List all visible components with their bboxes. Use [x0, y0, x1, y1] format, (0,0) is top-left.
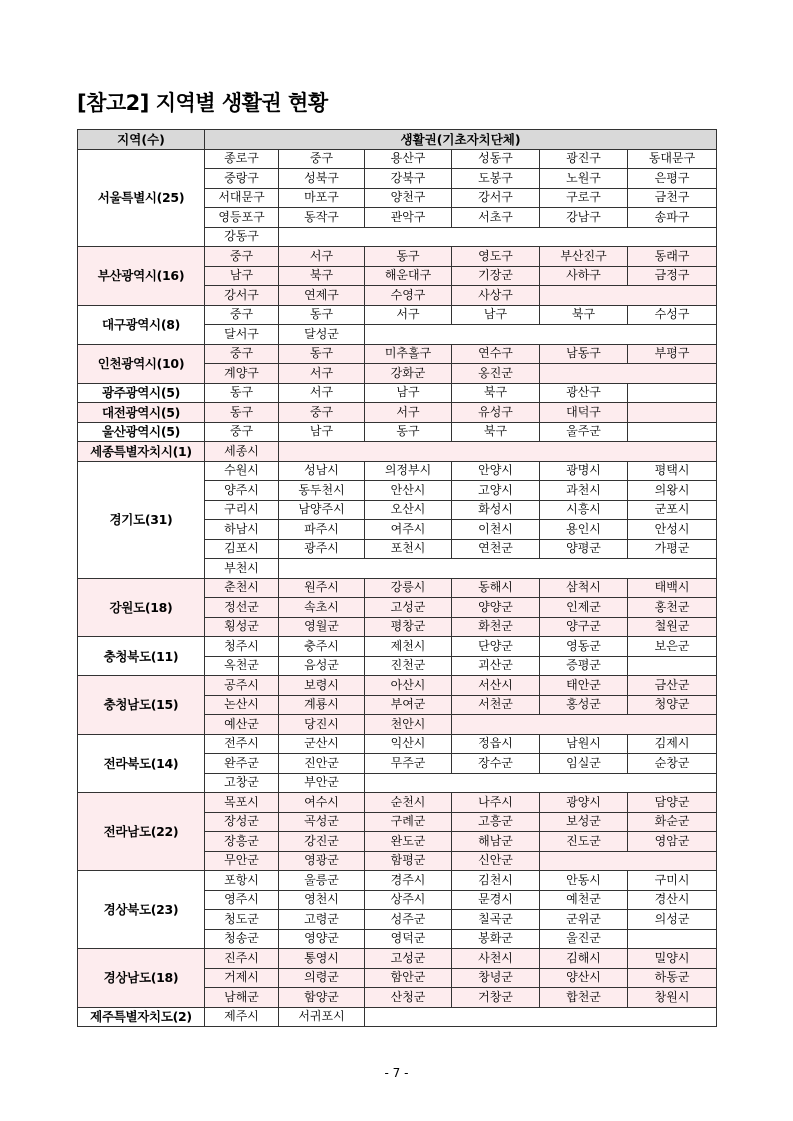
empty-cell — [628, 403, 717, 423]
zone-cell: 남원시 — [540, 734, 628, 754]
zone-cell: 군산시 — [279, 734, 365, 754]
zone-cell: 광양시 — [540, 793, 628, 813]
zone-cell: 문경시 — [452, 890, 540, 910]
table-row — [78, 949, 717, 969]
zone-cell: 충주시 — [279, 637, 365, 657]
zone-cell: 구로구 — [540, 188, 628, 208]
zone-cell: 송파구 — [628, 208, 717, 228]
empty-cell — [279, 227, 717, 247]
zone-cell: 강서구 — [452, 188, 540, 208]
zone-cell: 영월군 — [279, 617, 365, 637]
region-name: 부산광역시(16) — [78, 247, 205, 306]
region-name: 충청북도(11) — [78, 637, 205, 676]
zone-cell: 합천군 — [540, 988, 628, 1008]
zone-cell: 포항시 — [205, 871, 279, 891]
zone-cell: 연제구 — [279, 286, 365, 306]
zone-cell: 정읍시 — [452, 734, 540, 754]
zone-cell: 강동구 — [205, 227, 279, 247]
zone-cell: 청도군 — [205, 910, 279, 930]
zone-cell: 화성시 — [452, 500, 540, 520]
zone-cell: 서구 — [365, 403, 452, 423]
empty-cell — [279, 559, 717, 579]
zone-cell: 중구 — [279, 149, 365, 169]
zone-cell: 남구 — [452, 305, 540, 325]
zone-cell: 보령시 — [279, 676, 365, 696]
header-region: 지역(수) — [78, 130, 205, 150]
zone-cell: 밀양시 — [628, 949, 717, 969]
region-name: 광주광역시(5) — [78, 383, 205, 403]
region-name: 인천광역시(10) — [78, 344, 205, 383]
zone-cell: 의정부시 — [365, 461, 452, 481]
zone-cell: 함안군 — [365, 968, 452, 988]
zone-cell: 중구 — [205, 305, 279, 325]
zone-cell: 옥천군 — [205, 656, 279, 676]
zone-cell: 공주시 — [205, 676, 279, 696]
zone-cell: 진도군 — [540, 832, 628, 852]
zone-cell: 동대문구 — [628, 149, 717, 169]
zone-cell: 하동군 — [628, 968, 717, 988]
zone-cell: 서대문구 — [205, 188, 279, 208]
empty-cell — [628, 383, 717, 403]
zone-cell: 고창군 — [205, 773, 279, 793]
region-name: 세종특별자치시(1) — [78, 442, 205, 462]
region-name: 서울특별시(25) — [78, 149, 205, 247]
zone-cell: 청주시 — [205, 637, 279, 657]
zone-cell: 화천군 — [452, 617, 540, 637]
zone-cell: 포천시 — [365, 539, 452, 559]
zone-cell: 미추홀구 — [365, 344, 452, 364]
zone-cell: 서구 — [279, 364, 365, 384]
zone-cell: 영광군 — [279, 851, 365, 871]
zone-cell: 달성군 — [279, 325, 365, 345]
zone-cell: 영동군 — [540, 637, 628, 657]
zone-cell: 기장군 — [452, 266, 540, 286]
zone-cell: 상주시 — [365, 890, 452, 910]
zone-cell: 성북구 — [279, 169, 365, 189]
zone-cell: 금천구 — [628, 188, 717, 208]
table-row — [78, 734, 717, 754]
table-row — [78, 637, 717, 657]
zone-cell: 진주시 — [205, 949, 279, 969]
zone-cell: 화순군 — [628, 812, 717, 832]
zone-cell: 남구 — [279, 422, 365, 442]
zone-cell: 광명시 — [540, 461, 628, 481]
zone-cell: 홍천군 — [628, 598, 717, 618]
zone-cell: 정선군 — [205, 598, 279, 618]
zone-cell: 남양주시 — [279, 500, 365, 520]
zone-cell: 동구 — [205, 383, 279, 403]
zone-cell: 중랑구 — [205, 169, 279, 189]
zone-cell: 동구 — [205, 403, 279, 423]
table-row — [78, 383, 717, 403]
table-row — [78, 149, 717, 169]
table-header-row — [78, 130, 717, 150]
zone-cell: 의성군 — [628, 910, 717, 930]
zone-cell: 곡성군 — [279, 812, 365, 832]
zone-cell: 의령군 — [279, 968, 365, 988]
region-name: 경기도(31) — [78, 461, 205, 578]
region-name: 전라남도(22) — [78, 793, 205, 871]
empty-cell — [365, 1007, 717, 1027]
zone-cell: 종로구 — [205, 149, 279, 169]
empty-cell — [365, 773, 717, 793]
page-number: - 7 - — [384, 1066, 409, 1080]
zone-cell: 경주시 — [365, 871, 452, 891]
zone-cell: 경산시 — [628, 890, 717, 910]
zone-cell: 노원구 — [540, 169, 628, 189]
zone-cell: 양양군 — [452, 598, 540, 618]
zone-cell: 북구 — [452, 422, 540, 442]
zone-cell: 동구 — [279, 344, 365, 364]
zone-cell: 중구 — [279, 403, 365, 423]
zone-cell: 용산구 — [365, 149, 452, 169]
zone-cell: 제천시 — [365, 637, 452, 657]
zone-cell: 안동시 — [540, 871, 628, 891]
empty-cell — [540, 286, 717, 306]
zone-cell: 계룡시 — [279, 695, 365, 715]
empty-cell — [540, 851, 717, 871]
zone-cell: 안양시 — [452, 461, 540, 481]
zone-cell: 광산구 — [540, 383, 628, 403]
zone-cell: 금산군 — [628, 676, 717, 696]
zone-cell: 의왕시 — [628, 481, 717, 501]
zone-cell: 목포시 — [205, 793, 279, 813]
zone-cell: 은평구 — [628, 169, 717, 189]
zone-cell: 도봉구 — [452, 169, 540, 189]
zone-cell: 강북구 — [365, 169, 452, 189]
zone-cell: 중구 — [205, 344, 279, 364]
zone-cell: 장수군 — [452, 754, 540, 774]
table-body — [78, 149, 717, 1027]
zone-cell: 강남구 — [540, 208, 628, 228]
table-row — [78, 676, 717, 696]
region-table — [77, 129, 717, 1027]
zone-cell: 해남군 — [452, 832, 540, 852]
zone-cell: 함평군 — [365, 851, 452, 871]
zone-cell: 과천시 — [540, 481, 628, 501]
zone-cell: 연천군 — [452, 539, 540, 559]
zone-cell: 사천시 — [452, 949, 540, 969]
zone-cell: 원주시 — [279, 578, 365, 598]
zone-cell: 수원시 — [205, 461, 279, 481]
zone-cell: 동구 — [365, 422, 452, 442]
zone-cell: 제주시 — [205, 1007, 279, 1027]
zone-cell: 영도구 — [452, 247, 540, 267]
zone-cell: 양구군 — [540, 617, 628, 637]
zone-cell: 가평군 — [628, 539, 717, 559]
zone-cell: 이천시 — [452, 520, 540, 540]
zone-cell: 해운대구 — [365, 266, 452, 286]
empty-cell — [540, 364, 717, 384]
zone-cell: 여수시 — [279, 793, 365, 813]
zone-cell: 울진군 — [540, 929, 628, 949]
zone-cell: 통영시 — [279, 949, 365, 969]
zone-cell: 수영구 — [365, 286, 452, 306]
zone-cell: 사상구 — [452, 286, 540, 306]
zone-cell: 관악구 — [365, 208, 452, 228]
zone-cell: 음성군 — [279, 656, 365, 676]
zone-cell: 순창군 — [628, 754, 717, 774]
empty-cell — [279, 442, 717, 462]
zone-cell: 군위군 — [540, 910, 628, 930]
zone-cell: 구리시 — [205, 500, 279, 520]
zone-cell: 옹진군 — [452, 364, 540, 384]
zone-cell: 남구 — [365, 383, 452, 403]
zone-cell: 단양군 — [452, 637, 540, 657]
zone-cell: 영주시 — [205, 890, 279, 910]
table-row — [78, 1007, 717, 1027]
zone-cell: 성남시 — [279, 461, 365, 481]
zone-cell: 보은군 — [628, 637, 717, 657]
zone-cell: 태안군 — [540, 676, 628, 696]
zone-cell: 서구 — [279, 247, 365, 267]
zone-cell: 서산시 — [452, 676, 540, 696]
zone-cell: 완주군 — [205, 754, 279, 774]
zone-cell: 부천시 — [205, 559, 279, 579]
zone-cell: 고양시 — [452, 481, 540, 501]
zone-cell: 하남시 — [205, 520, 279, 540]
region-name: 강원도(18) — [78, 578, 205, 637]
zone-cell: 세종시 — [205, 442, 279, 462]
zone-cell: 서구 — [279, 383, 365, 403]
zone-cell: 서천군 — [452, 695, 540, 715]
zone-cell: 증평군 — [540, 656, 628, 676]
zone-cell: 서초구 — [452, 208, 540, 228]
table-row — [78, 403, 717, 423]
region-name: 전라북도(14) — [78, 734, 205, 793]
zone-cell: 산청군 — [365, 988, 452, 1008]
zone-cell: 김포시 — [205, 539, 279, 559]
zone-cell: 용인시 — [540, 520, 628, 540]
zone-cell: 속초시 — [279, 598, 365, 618]
page-title: [참고2] 지역별 생활권 현황 — [77, 91, 328, 115]
zone-cell: 유성구 — [452, 403, 540, 423]
zone-cell: 동두천시 — [279, 481, 365, 501]
zone-cell: 동작구 — [279, 208, 365, 228]
table-row — [78, 442, 717, 462]
zone-cell: 파주시 — [279, 520, 365, 540]
zone-cell: 수성구 — [628, 305, 717, 325]
zone-cell: 안성시 — [628, 520, 717, 540]
table-row — [78, 422, 717, 442]
zone-cell: 담양군 — [628, 793, 717, 813]
zone-cell: 동구 — [365, 247, 452, 267]
zone-cell: 횡성군 — [205, 617, 279, 637]
zone-cell: 구례군 — [365, 812, 452, 832]
zone-cell: 고흥군 — [452, 812, 540, 832]
zone-cell: 진천군 — [365, 656, 452, 676]
zone-cell: 영암군 — [628, 832, 717, 852]
zone-cell: 청양군 — [628, 695, 717, 715]
zone-cell: 괴산군 — [452, 656, 540, 676]
zone-cell: 북구 — [540, 305, 628, 325]
zone-cell: 영천시 — [279, 890, 365, 910]
zone-cell: 부산진구 — [540, 247, 628, 267]
zone-cell: 창녕군 — [452, 968, 540, 988]
zone-cell: 강릉시 — [365, 578, 452, 598]
zone-cell: 울릉군 — [279, 871, 365, 891]
zone-cell: 김제시 — [628, 734, 717, 754]
zone-cell: 임실군 — [540, 754, 628, 774]
zone-cell: 함양군 — [279, 988, 365, 1008]
zone-cell: 나주시 — [452, 793, 540, 813]
zone-cell: 태백시 — [628, 578, 717, 598]
zone-cell: 거제시 — [205, 968, 279, 988]
zone-cell: 동래구 — [628, 247, 717, 267]
zone-cell: 양주시 — [205, 481, 279, 501]
zone-cell: 예천군 — [540, 890, 628, 910]
zone-cell: 중구 — [205, 247, 279, 267]
zone-cell: 군포시 — [628, 500, 717, 520]
zone-cell: 순천시 — [365, 793, 452, 813]
table-row — [78, 247, 717, 267]
zone-cell: 남구 — [205, 266, 279, 286]
zone-cell: 봉화군 — [452, 929, 540, 949]
zone-cell: 장흥군 — [205, 832, 279, 852]
table-row — [78, 461, 717, 481]
zone-cell: 철원군 — [628, 617, 717, 637]
zone-cell: 고성군 — [365, 949, 452, 969]
zone-cell: 부평구 — [628, 344, 717, 364]
zone-cell: 평택시 — [628, 461, 717, 481]
zone-cell: 고령군 — [279, 910, 365, 930]
zone-cell: 연수구 — [452, 344, 540, 364]
zone-cell: 안산시 — [365, 481, 452, 501]
region-name: 대전광역시(5) — [78, 403, 205, 423]
zone-cell: 논산시 — [205, 695, 279, 715]
zone-cell: 양산시 — [540, 968, 628, 988]
zone-cell: 청송군 — [205, 929, 279, 949]
zone-cell: 인제군 — [540, 598, 628, 618]
zone-cell: 부여군 — [365, 695, 452, 715]
zone-cell: 강서구 — [205, 286, 279, 306]
zone-cell: 남해군 — [205, 988, 279, 1008]
region-name: 울산광역시(5) — [78, 422, 205, 442]
zone-cell: 강진군 — [279, 832, 365, 852]
zone-cell: 달서구 — [205, 325, 279, 345]
zone-cell: 광진구 — [540, 149, 628, 169]
empty-cell — [365, 325, 717, 345]
empty-cell — [628, 656, 717, 676]
zone-cell: 시흥시 — [540, 500, 628, 520]
zone-cell: 금정구 — [628, 266, 717, 286]
table-row — [78, 305, 717, 325]
header-zones: 생활권(기초자치단체) — [205, 130, 717, 150]
zone-cell: 전주시 — [205, 734, 279, 754]
zone-cell: 여주시 — [365, 520, 452, 540]
table-row — [78, 344, 717, 364]
zone-cell: 성주군 — [365, 910, 452, 930]
zone-cell: 남동구 — [540, 344, 628, 364]
zone-cell: 오산시 — [365, 500, 452, 520]
zone-cell: 예산군 — [205, 715, 279, 735]
zone-cell: 무안군 — [205, 851, 279, 871]
region-name: 충청남도(15) — [78, 676, 205, 735]
table-row — [78, 578, 717, 598]
zone-cell: 성동구 — [452, 149, 540, 169]
zone-cell: 장성군 — [205, 812, 279, 832]
zone-cell: 동해시 — [452, 578, 540, 598]
zone-cell: 칠곡군 — [452, 910, 540, 930]
zone-cell: 구미시 — [628, 871, 717, 891]
zone-cell: 북구 — [452, 383, 540, 403]
zone-cell: 울주군 — [540, 422, 628, 442]
zone-cell: 영덕군 — [365, 929, 452, 949]
zone-cell: 영양군 — [279, 929, 365, 949]
empty-cell — [452, 715, 717, 735]
zone-cell: 영등포구 — [205, 208, 279, 228]
zone-cell: 보성군 — [540, 812, 628, 832]
zone-cell: 중구 — [205, 422, 279, 442]
table-row — [78, 871, 717, 891]
zone-cell: 천안시 — [365, 715, 452, 735]
zone-cell: 무주군 — [365, 754, 452, 774]
zone-cell: 평창군 — [365, 617, 452, 637]
empty-cell — [628, 422, 717, 442]
zone-cell: 진안군 — [279, 754, 365, 774]
zone-cell: 서귀포시 — [279, 1007, 365, 1027]
zone-cell: 사하구 — [540, 266, 628, 286]
region-name: 경상남도(18) — [78, 949, 205, 1008]
zone-cell: 삼척시 — [540, 578, 628, 598]
zone-cell: 김천시 — [452, 871, 540, 891]
zone-cell: 당진시 — [279, 715, 365, 735]
zone-cell: 강화군 — [365, 364, 452, 384]
zone-cell: 서구 — [365, 305, 452, 325]
table-row — [78, 793, 717, 813]
zone-cell: 양천구 — [365, 188, 452, 208]
zone-cell: 춘천시 — [205, 578, 279, 598]
zone-cell: 계양구 — [205, 364, 279, 384]
zone-cell: 김해시 — [540, 949, 628, 969]
empty-cell — [628, 929, 717, 949]
zone-cell: 익산시 — [365, 734, 452, 754]
region-name: 제주특별자치도(2) — [78, 1007, 205, 1027]
region-name: 대구광역시(8) — [78, 305, 205, 344]
zone-cell: 마포구 — [279, 188, 365, 208]
zone-cell: 광주시 — [279, 539, 365, 559]
zone-cell: 창원시 — [628, 988, 717, 1008]
zone-cell: 완도군 — [365, 832, 452, 852]
zone-cell: 고성군 — [365, 598, 452, 618]
region-name: 경상북도(23) — [78, 871, 205, 949]
zone-cell: 양평군 — [540, 539, 628, 559]
zone-cell: 신안군 — [452, 851, 540, 871]
zone-cell: 북구 — [279, 266, 365, 286]
zone-cell: 홍성군 — [540, 695, 628, 715]
zone-cell: 아산시 — [365, 676, 452, 696]
zone-cell: 부안군 — [279, 773, 365, 793]
zone-cell: 동구 — [279, 305, 365, 325]
zone-cell: 대덕구 — [540, 403, 628, 423]
zone-cell: 거창군 — [452, 988, 540, 1008]
